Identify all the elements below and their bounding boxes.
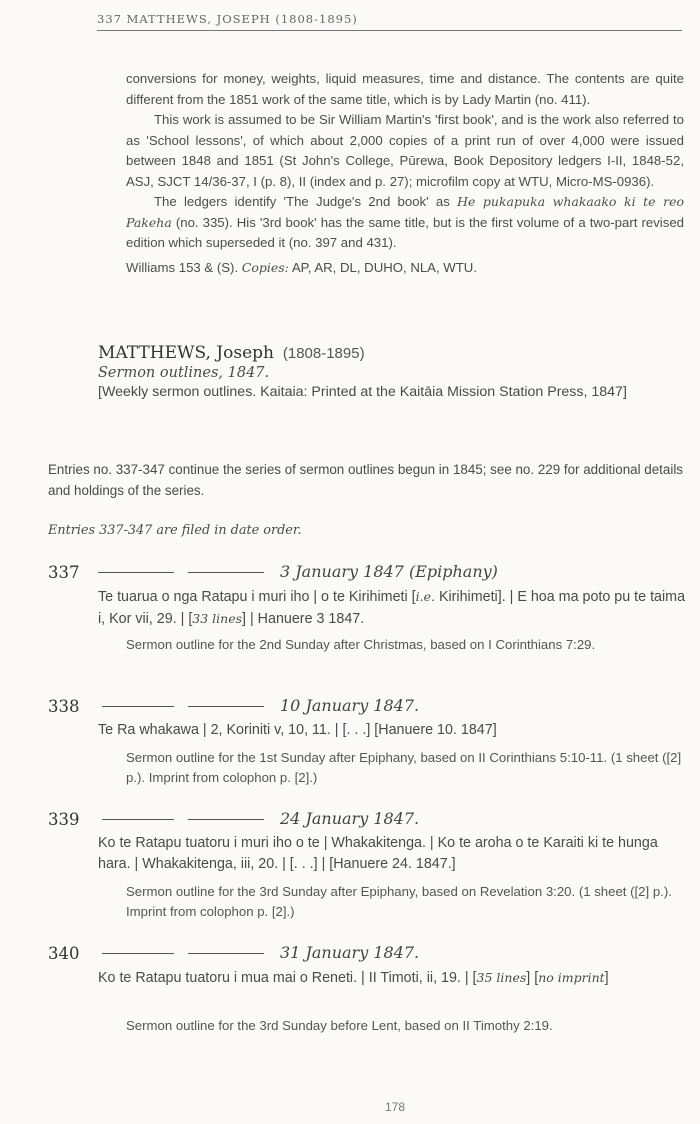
dash-rule bbox=[188, 953, 264, 954]
entry-description: Sermon outline for the 3rd Sunday before Lent, based on II Timothy 2:19. bbox=[126, 1018, 553, 1033]
entry-number: 337 bbox=[48, 563, 80, 582]
entry-date: 3 January 1847 (Epiphany) bbox=[280, 562, 498, 581]
entry-number: 340 bbox=[48, 944, 80, 963]
entry-number: 338 bbox=[48, 697, 80, 716]
entry-date: 10 January 1847. bbox=[280, 696, 420, 715]
refs-copies: Copies: bbox=[241, 259, 289, 275]
entry-number: 339 bbox=[48, 810, 80, 829]
intro-paragraph-2: This work is assumed to be Sir William Martin's 'first book', and is the work also referred to as 'School lessons', of which about 2,000 copies of a print run of over 4,000 were issued between 1848 and 1851 (St John's College, Pūrewa, Book Depository ledgers I-II, 1848-52, ASJ, SJCT 14/36-37, I (p. 8), II (index and p. 27); microfilm copy at WTU, Micro-MS-0936). bbox=[126, 112, 684, 189]
entry-date: 31 January 1847. bbox=[280, 943, 420, 962]
dash-rule bbox=[102, 819, 174, 820]
entry-text: Ko te Ratapu tuatoru i mua mai o Reneti. | II Timoti, ii, 19. | [35 lines] [no imprint] bbox=[98, 970, 609, 986]
intro-p3-italic: He pukapuka whakaako ki te reo Pakeha bbox=[126, 194, 684, 230]
refs-b: AP, AR, DL, DUHO, NLA, WTU. bbox=[288, 259, 477, 275]
running-header: 337 MATTHEWS, JOSEPH (1808-1895) bbox=[97, 12, 682, 31]
author-dates: (1808-1895) bbox=[282, 345, 365, 362]
dash-rule bbox=[188, 819, 264, 820]
dash-rule bbox=[188, 706, 264, 707]
series-note: Entries no. 337-347 continue the series of sermon outlines begun in 1845; see no. 229 for additional details and holdings of the series. bbox=[48, 462, 683, 498]
entry-description: Sermon outline for the 3rd Sunday after Epiphany, based on Revelation 3:20. (1 sheet ([2] p.). Imprint from colophon p. [2].) bbox=[126, 884, 672, 919]
entry-description: Sermon outline for the 1st Sunday after Epiphany, based on II Corinthians 5:10-11. (1 sheet ([2] p.). Imprint from colophon p. [2].) bbox=[126, 750, 682, 785]
intro-references bbox=[126, 258, 684, 279]
page-number: 178 bbox=[384, 1100, 406, 1114]
dash-rule bbox=[98, 572, 174, 573]
entry-text: Ko te Ratapu tuatoru i muri iho o te | Whakakitenga. | Ko te aroha o te Karaiti ki te hunga hara. | Whakakitenga, iii, 20. | [. . .] | [Hanuere 24. 1847.] bbox=[98, 835, 658, 872]
entry-text: Te tuarua o nga Ratapu i muri iho | o te Kirihimeti [i.e. Kirihimeti]. | E hoa ma poto pu te taima i, Kor vii, 29. | [33 lines] | Hanuere 3 1847. bbox=[98, 589, 686, 627]
publication-info: [Weekly sermon outlines. Kaitaia: Printed at the Kaitāia Mission Station Press, 1847] bbox=[98, 384, 627, 400]
dash-rule bbox=[102, 953, 174, 954]
order-note: Entries 337-347 are filed in date order. bbox=[48, 523, 302, 538]
work-title: Sermon outlines, 1847. bbox=[98, 365, 270, 381]
author-name: MATTHEWS, Joseph bbox=[98, 343, 274, 363]
refs-a: Williams 153 & (S). bbox=[126, 259, 242, 275]
entry-date: 24 January 1847. bbox=[280, 809, 420, 828]
intro-p3-a: The ledgers identify 'The Judge's 2nd book' as bbox=[154, 194, 458, 209]
intro-p3-b: (no. 335). His '3rd book' has the same title, but is the first volume of a two-part revised edition which superseded it (no. 397 and 431). bbox=[126, 214, 684, 250]
dash-rule bbox=[188, 572, 264, 573]
intro-paragraph-1: conversions for money, weights, liquid measures, time and distance. The contents are quite different from the 1851 work of the same title, which is by Lady Martin (no. 411). bbox=[126, 71, 684, 107]
author-heading bbox=[98, 343, 678, 403]
entry-description: Sermon outline for the 2nd Sunday after Christmas, based on I Corinthians 7:29. bbox=[126, 637, 596, 652]
intro-block bbox=[126, 69, 684, 278]
entry-text: Te Ra whakawa | 2, Koriniti v, 10, 11. | [. . .] [Hanuere 10. 1847] bbox=[98, 722, 497, 738]
intro-paragraph-3 bbox=[126, 192, 684, 254]
dash-rule bbox=[102, 706, 174, 707]
